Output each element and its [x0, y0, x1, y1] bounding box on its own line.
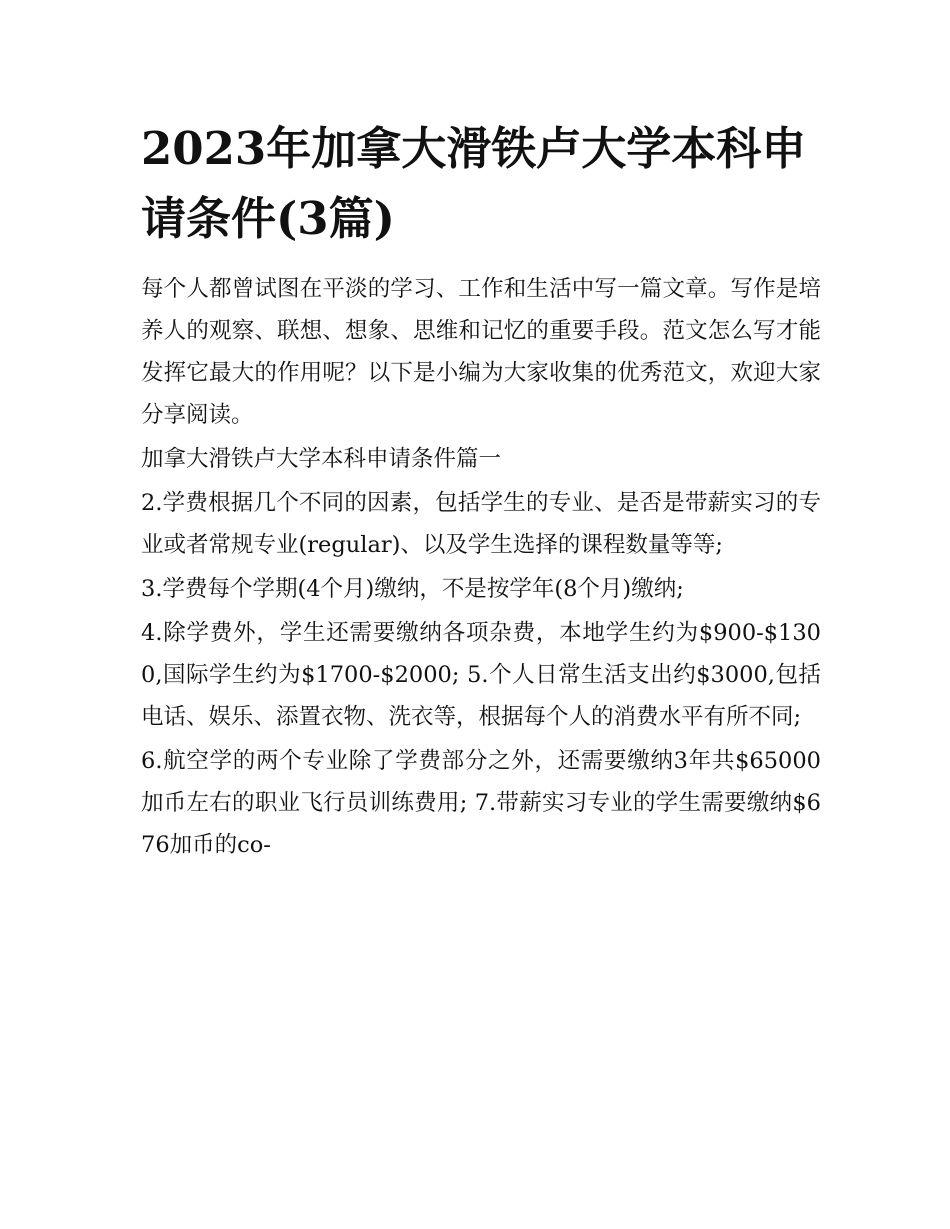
document-title: 2023年加拿大滑铁卢大学本科申请条件(3篇) [141, 122, 807, 245]
list-item-4-5: 4.除学费外，学生还需要缴纳各项杂费，本地学生约为$900-$1300,国际学生约为$1700-$2000; 5.个人日常生活支出约$3000,包括电话、娱乐、添置衣物、洗衣等，根据每个人的消费水平有所不同; [141, 620, 821, 730]
intro-paragraph: 每个人都曾试图在平淡的学习、工作和生活中写一篇文章。写作是培养人的观察、联想、想象、思维和记忆的重要手段。范文怎么写才能发挥它最大的作用呢？以下是小编为大家收集的优秀范文，欢迎大家分享阅读。 [141, 276, 821, 428]
list-item-3: 3.学费每个学期(4个月)缴纳，不是按学年(8个月)缴纳; [141, 576, 684, 602]
list-item-6-7: 6.航空学的两个专业除了学费部分之外，还需要缴纳3年共$65000加币左右的职业飞行员训练费用; 7.带薪实习专业的学生需要缴纳$676加币的co- [141, 748, 821, 858]
section-heading: 加拿大滑铁卢大学本科申请条件篇一 [141, 446, 502, 472]
list-item-2: 2.学费根据几个不同的因素，包括学生的专业、是否是带薪实习的专业或者常规专业(regular)、以及学生选择的课程数量等等; [141, 490, 821, 558]
document-body [141, 114, 821, 868]
